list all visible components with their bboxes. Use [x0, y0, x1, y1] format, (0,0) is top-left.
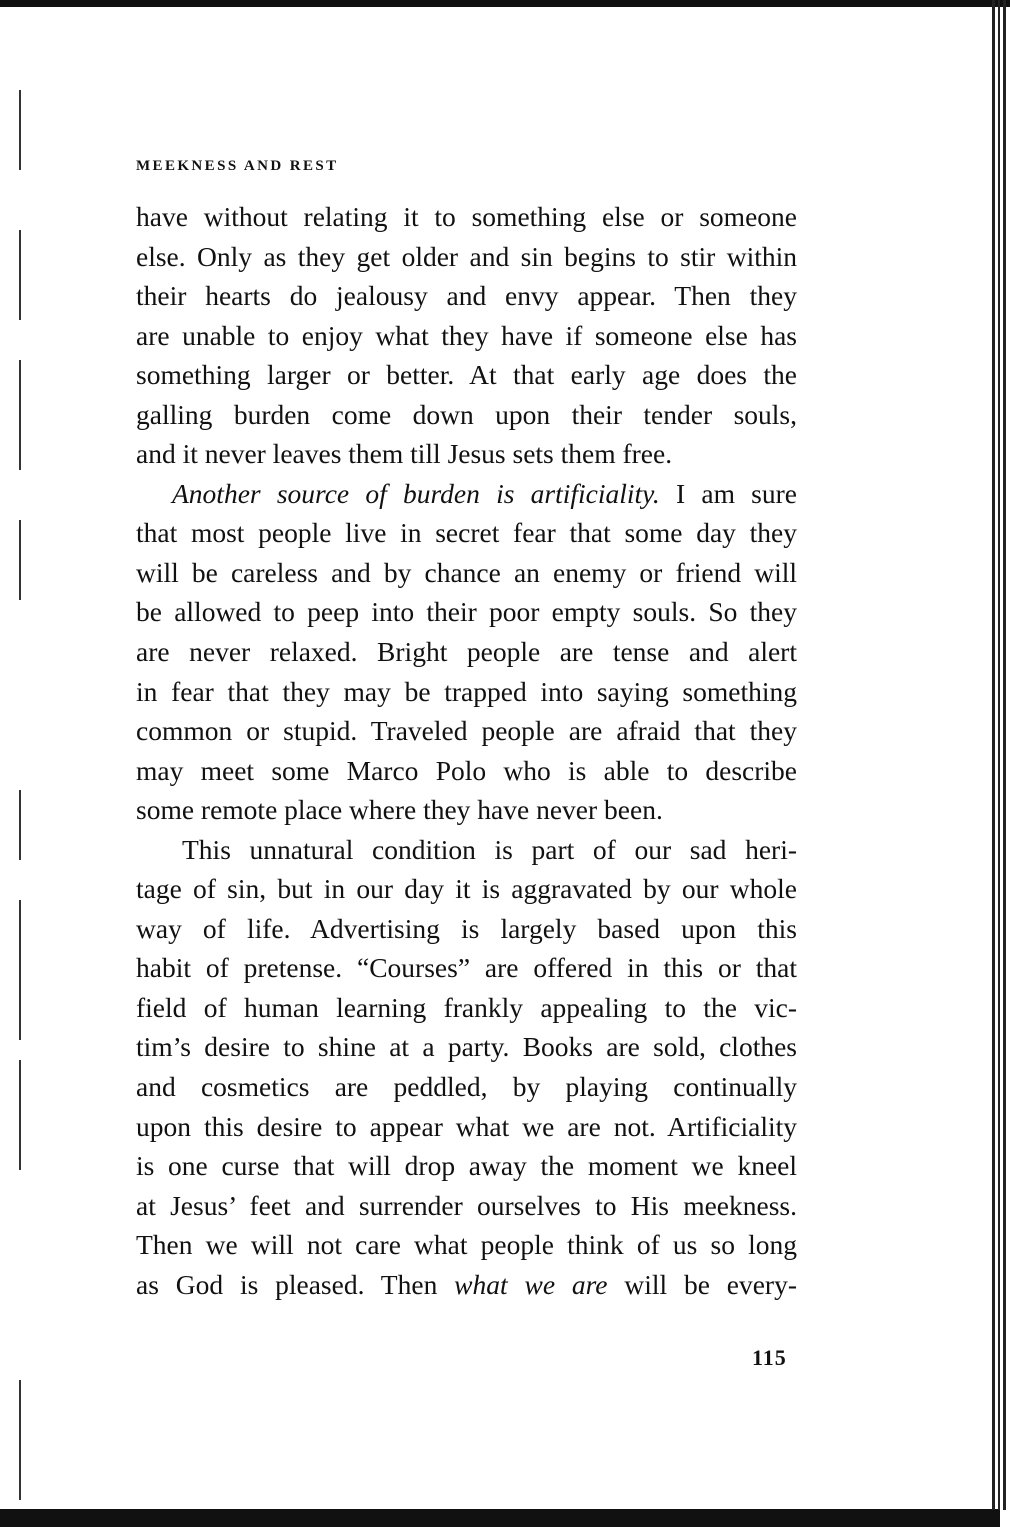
text-line — [136, 592, 797, 632]
text-segment: have without relating it to something else or someone — [136, 201, 797, 232]
text-segment: their hearts do jealousy and envy appear. Then they — [136, 280, 797, 312]
text-segment: tim’s desire to shine at a party. Books are sold, clothes — [136, 1031, 797, 1063]
text-segment: upon this desire to appear what we are not. Artificiality — [136, 1110, 797, 1142]
text-line — [136, 711, 797, 751]
text-segment: as God is pleased. Then — [136, 1268, 455, 1300]
text-line — [136, 237, 797, 277]
text-segment: I am sure — [659, 477, 797, 509]
text-line — [136, 790, 797, 830]
page-number: 115 — [752, 1345, 787, 1370]
scan-left-mark — [19, 360, 21, 470]
scan-right-edge — [992, 0, 995, 1510]
text-line — [136, 632, 797, 672]
text-line — [136, 1067, 797, 1107]
text-line — [136, 751, 797, 791]
text-segment: are unable to enjoy what they have if someone else has — [136, 319, 797, 351]
text-line — [136, 434, 797, 474]
text-segment: else. Only as they get older and sin begins to stir within — [136, 240, 797, 272]
text-segment: common or stupid. Traveled people are afraid that they — [136, 715, 797, 747]
text-segment: habit of pretense. “Courses” are offered in this or that — [136, 952, 797, 984]
scan-right-edge — [998, 0, 1000, 1510]
text-segment: and cosmetics are peddled, by playing continually — [136, 1071, 797, 1103]
text-line — [136, 197, 797, 237]
text-line — [136, 553, 797, 593]
text-line — [136, 395, 797, 435]
scan-top-edge — [0, 0, 1010, 7]
italic-text: what we are — [454, 1268, 608, 1300]
text-line — [136, 830, 797, 870]
text-line — [136, 672, 797, 712]
scan-left-mark — [19, 1380, 21, 1500]
text-line — [136, 948, 797, 988]
text-line — [136, 316, 797, 356]
text-segment: and it never leaves them till Jesus sets them free. — [136, 438, 673, 470]
running-head: MEEKNESS AND REST — [136, 158, 339, 174]
text-segment: will be every- — [607, 1268, 798, 1300]
scan-right-edge — [1003, 0, 1006, 1510]
text-line — [136, 1186, 797, 1226]
scan-left-mark — [19, 790, 21, 860]
text-line — [136, 988, 797, 1028]
text-segment: some remote place where they have never been. — [136, 794, 663, 826]
scan-left-mark — [19, 1060, 21, 1170]
text-line — [136, 869, 797, 909]
text-segment: Then we will not care what people think of us so long — [136, 1229, 797, 1261]
scan-left-mark — [19, 520, 21, 600]
scan-bottom-edge — [0, 1509, 1000, 1527]
text-segment: galling burden come down upon their tender souls, — [136, 398, 797, 430]
text-line — [136, 355, 797, 395]
text-segment: that most people live in secret fear that some day they — [136, 517, 797, 549]
italic-text: Another source of burden is artificiality. — [172, 477, 660, 509]
text-segment: tage of sin, but in our day it is aggravated by our whole — [136, 873, 797, 905]
text-line — [136, 1225, 797, 1265]
text-segment: field of human learning frankly appealing to the vic- — [136, 991, 797, 1023]
text-line — [136, 1027, 797, 1067]
text-segment: something larger or better. At that early age does the — [136, 359, 797, 391]
text-segment: is one curse that will drop away the moment we kneel — [136, 1150, 797, 1182]
text-line — [136, 909, 797, 949]
text-segment: may meet some Marco Polo who is able to describe — [136, 754, 797, 786]
text-line — [136, 1146, 797, 1186]
text-segment: be allowed to peep into their poor empty souls. So they — [136, 596, 797, 628]
text-segment: at Jesus’ feet and surrender ourselves to His meekness. — [136, 1189, 797, 1221]
scan-left-mark — [19, 230, 21, 320]
scan-left-mark — [19, 90, 21, 170]
text-segment: in fear that they may be trapped into saying something — [136, 675, 797, 707]
text-line — [136, 513, 797, 553]
body-text — [136, 197, 797, 1304]
text-line — [136, 276, 797, 316]
text-segment: will be careless and by chance an enemy or friend will — [136, 556, 797, 588]
text-line — [136, 1107, 797, 1147]
text-line — [136, 1265, 797, 1305]
text-segment: This unnatural condition is part of our sad heri- — [182, 833, 797, 865]
text-line — [136, 474, 797, 514]
scan-left-mark — [19, 900, 21, 1040]
text-segment: way of life. Advertising is largely based upon this — [136, 912, 797, 944]
text-segment: are never relaxed. Bright people are tense and alert — [136, 636, 797, 668]
